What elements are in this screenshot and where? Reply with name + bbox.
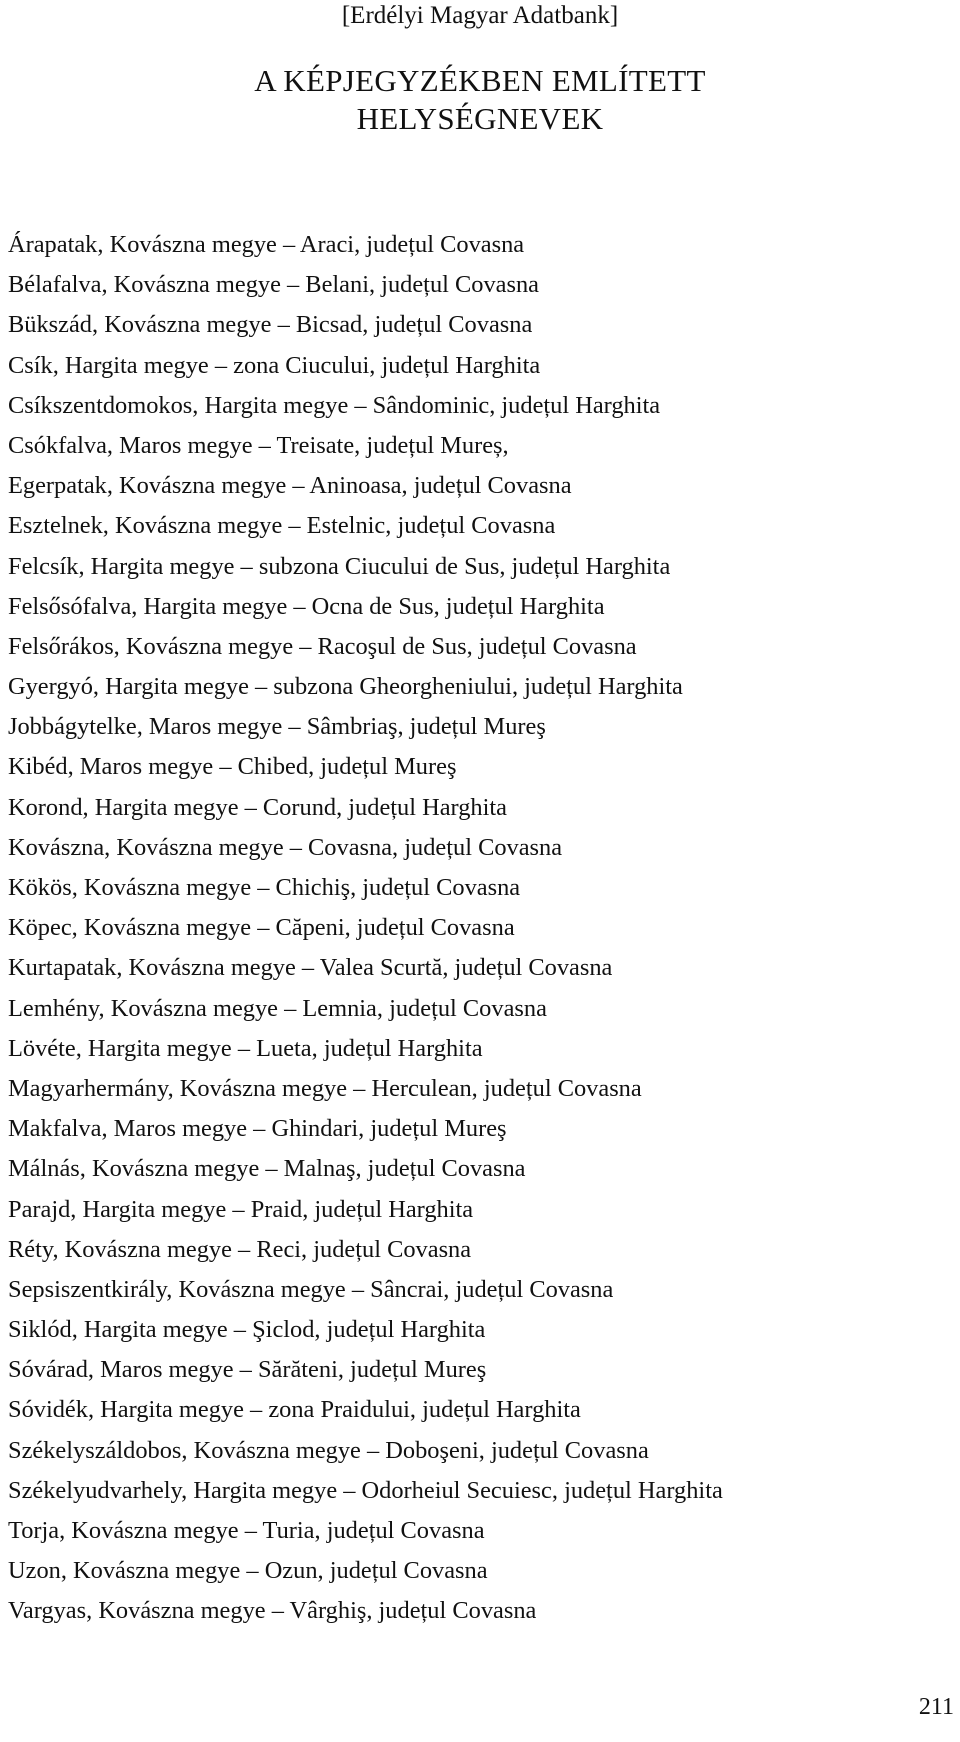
list-item: Csókfalva, Maros megye – Treisate, județul Mureș,	[8, 431, 509, 459]
list-item: Bélafalva, Kovászna megye – Belani, județul Covasna	[8, 271, 540, 299]
list-item: Torja, Kovászna megye – Turia, județul Covasna	[8, 1517, 485, 1544]
list-item: Korond, Hargita megye – Corund, județul Harghita	[8, 793, 508, 821]
list-item: Csík, Hargita megye – zona Ciucului, județul Harghita	[8, 351, 541, 379]
list-item: Kökös, Kovászna megye – Chichiş, județul Covasna	[8, 874, 521, 901]
list-item: Köpec, Kovászna megye – Căpeni, județul Covasna	[8, 914, 515, 942]
list-item: Parajd, Hargita megye – Praid, județul Harghita	[8, 1195, 474, 1223]
list-item: Kovászna, Kovászna megye – Covasna, județul Covasna	[8, 833, 563, 861]
list-item: Árapatak, Kovászna megye – Araci, județul Covasna	[8, 231, 525, 258]
list-item: Siklód, Hargita megye – Şiclod, județul Harghita	[8, 1316, 486, 1344]
list-item: Székelyudvarhely, Hargita megye – Odorheiul Secuiesc, județul Harghita	[8, 1476, 723, 1504]
list-item: Réty, Kovászna megye – Reci, județul Covasna	[8, 1235, 472, 1263]
list-item: Jobbágytelke, Maros megye – Sâmbriaş, județul Mureş	[8, 713, 546, 741]
list-item: Bükszád, Kovászna megye – Bicsad, județul Covasna	[8, 311, 533, 339]
list-item: Kurtapatak, Kovászna megye – Valea Scurtă, județul Covasna	[8, 954, 613, 982]
list-item: Székelyszáldobos, Kovászna megye – Doboşeni, județul Covasna	[8, 1436, 649, 1464]
list-item: Felcsík, Hargita megye – subzona Ciucului de Sus, județul Harghita	[8, 552, 671, 580]
list-item: Málnás, Kovászna megye – Malnaş, județul Covasna	[8, 1155, 526, 1183]
list-item: Magyarhermány, Kovászna megye – Herculean, județul Covasna	[8, 1074, 642, 1102]
list-item: Lemhény, Kovászna megye – Lemnia, județul Covasna	[8, 994, 547, 1022]
source-header: [Erdélyi Magyar Adatbank]	[341, 2, 619, 29]
list-item: Sóvárad, Maros megye – Sărăteni, județul Mureş	[8, 1356, 487, 1384]
page-title-line-2: HELYSÉGNEVEK	[356, 101, 604, 136]
list-item: Felsőrákos, Kovászna megye – Racoşul de Sus, județul Covasna	[8, 632, 637, 660]
list-item: Egerpatak, Kovászna megye – Aninoasa, județul Covasna	[8, 472, 572, 500]
list-item: Lövéte, Hargita megye – Lueta, județul Harghita	[8, 1034, 483, 1062]
list-item: Sóvidék, Hargita megye – zona Praidului, județul Harghita	[8, 1396, 581, 1424]
page-title-line-1: A KÉPJEGYZÉKBEN EMLÍTETT	[254, 63, 706, 98]
list-item: Esztelnek, Kovászna megye – Estelnic, județul Covasna	[8, 512, 556, 540]
list-item: Makfalva, Maros megye – Ghindari, județul Mureş	[8, 1115, 507, 1143]
list-item: Vargyas, Kovászna megye – Vârghiş, județul Covasna	[8, 1597, 537, 1625]
list-item: Uzon, Kovászna megye – Ozun, județul Covasna	[8, 1557, 488, 1585]
page-number: 211	[918, 1694, 954, 1720]
list-item: Gyergyó, Hargita megye – subzona Gheorgheniului, județul Harghita	[8, 673, 683, 701]
place-name-list	[8, 225, 723, 1632]
list-item: Sepsiszentkirály, Kovászna megye – Sâncrai, județul Covasna	[8, 1275, 614, 1303]
list-item: Csíkszentdomokos, Hargita megye – Sândominic, județul Harghita	[8, 391, 661, 419]
list-item: Kibéd, Maros megye – Chibed, județul Mureş	[8, 753, 457, 781]
page-title	[0, 62, 960, 138]
list-item: Felsősófalva, Hargita megye – Ocna de Sus, județul Harghita	[8, 592, 605, 620]
